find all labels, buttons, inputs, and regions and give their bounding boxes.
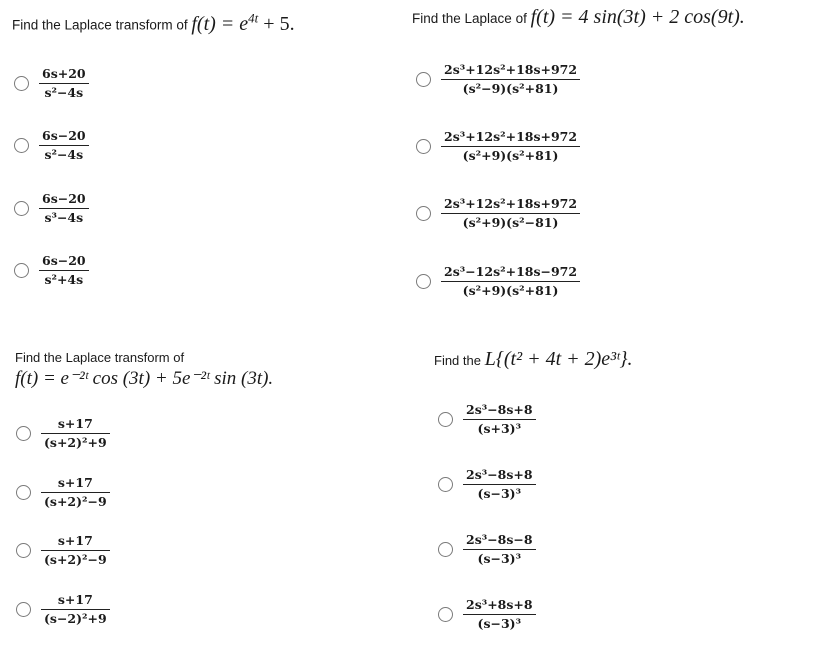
q2-option-2-fraction: $\frac{\text{2s³+12s²+18s+972}}{\text{(s²+9)(s²+81)}}$ xyxy=(441,129,580,163)
q2-option-2[interactable] xyxy=(416,129,580,163)
q4-function: L{(t² + 4t + 2)e³ᵗ}. xyxy=(484,348,633,370)
q2-option-4-radio[interactable] xyxy=(416,274,431,289)
q4-option-4-radio[interactable] xyxy=(438,607,453,622)
q1-function: $f(t) = e^{4t} + 5$. xyxy=(191,10,295,35)
q4-prompt xyxy=(434,348,633,371)
q4-prompt-text: Find the xyxy=(434,353,481,368)
q3-option-4-fraction: $\frac{s+17}{\text{(s−2)²+9}}$ xyxy=(41,592,110,626)
q1-prompt-text: Find the Laplace transform of xyxy=(12,17,188,33)
q4-option-2-fraction: $\frac{\text{2s³−8s+8}}{\text{(s−3)³}}$ xyxy=(463,467,536,501)
q2-option-1[interactable] xyxy=(416,62,580,96)
q2-option-1-radio[interactable] xyxy=(416,72,431,87)
q4-option-2-radio[interactable] xyxy=(438,477,453,492)
q2-option-1-fraction: $\frac{\text{2s³+12s²+18s+972}}{\text{(s²−9)(s²+81)}}$ xyxy=(441,62,580,96)
q4-option-3-radio[interactable] xyxy=(438,542,453,557)
q3-prompt-text: Find the Laplace transform of xyxy=(15,350,185,365)
q2-function: f(t) = 4 sin(3t) + 2 cos(9t). xyxy=(530,6,745,28)
q2-prompt xyxy=(412,6,745,29)
q3-option-3-radio[interactable] xyxy=(16,543,31,558)
q1-option-2-fraction: $\frac{6s-20}{\text{s²−4s}}$ xyxy=(39,128,89,162)
q1-option-4-fraction: $\frac{6s-20}{\text{s²+4s}}$ xyxy=(39,253,89,287)
q4-option-4[interactable] xyxy=(438,597,536,631)
q4-option-4-fraction: $\frac{\text{2s³+8s+8}}{\text{(s−3)³}}$ xyxy=(463,597,536,631)
q2-option-2-radio[interactable] xyxy=(416,139,431,154)
q2-prompt-text: Find the Laplace of xyxy=(412,11,527,26)
q3-option-2-fraction: $\frac{s+17}{\text{(s+2)²−9}}$ xyxy=(41,475,110,509)
q4-option-1-radio[interactable] xyxy=(438,412,453,427)
q4-option-3[interactable] xyxy=(438,532,536,566)
q3-option-4-radio[interactable] xyxy=(16,602,31,617)
q1-option-4[interactable] xyxy=(14,253,89,287)
q2-option-3-radio[interactable] xyxy=(416,206,431,221)
q2-option-3-fraction: $\frac{\text{2s³+12s²+18s+972}}{\text{(s²+9)(s²−81)}}$ xyxy=(441,196,580,230)
q1-option-2-radio[interactable] xyxy=(14,138,29,153)
q1-option-1-radio[interactable] xyxy=(14,76,29,91)
q1-option-4-radio[interactable] xyxy=(14,263,29,278)
q3-option-3-fraction: $\frac{s+17}{\text{(s+2)²−9}}$ xyxy=(41,533,110,567)
q3-option-1[interactable] xyxy=(16,416,110,450)
q2-option-4[interactable] xyxy=(416,264,580,298)
q3-option-4[interactable] xyxy=(16,592,110,626)
q3-option-1-fraction: $\frac{s+17}{\text{(s+2)²+9}}$ xyxy=(41,416,110,450)
q1-option-1-fraction: $\frac{6s+20}{\text{s²−4s}}$ xyxy=(39,66,89,100)
q1-option-3-radio[interactable] xyxy=(14,201,29,216)
q3-function: f(t) = e⁻²ᵗ cos (3t) + 5e⁻²ᵗ sin (3t). xyxy=(15,368,274,389)
q4-option-3-fraction: $\frac{\text{2s³−8s−8}}{\text{(s−3)³}}$ xyxy=(463,532,536,566)
q4-option-1[interactable] xyxy=(438,402,536,436)
q3-option-1-radio[interactable] xyxy=(16,426,31,441)
q3-option-2-radio[interactable] xyxy=(16,485,31,500)
q1-option-3[interactable] xyxy=(14,191,89,225)
q1-prompt xyxy=(12,10,295,36)
q1-option-1[interactable] xyxy=(14,66,89,100)
q2-option-4-fraction: $\frac{\text{2s³−12s²+18s−972}}{\text{(s²+9)(s²+81)}}$ xyxy=(441,264,580,298)
q1-option-3-fraction: $\frac{6s-20}{\text{s³−4s}}$ xyxy=(39,191,89,225)
q2-option-3[interactable] xyxy=(416,196,580,230)
q4-option-2[interactable] xyxy=(438,467,536,501)
q1-option-2[interactable] xyxy=(14,128,89,162)
q3-option-2[interactable] xyxy=(16,475,110,509)
q4-option-1-fraction: $\frac{\text{2s³−8s+8}}{\text{(s+3)³}}$ xyxy=(463,402,536,436)
q3-option-3[interactable] xyxy=(16,533,110,567)
q3-prompt xyxy=(15,350,273,390)
